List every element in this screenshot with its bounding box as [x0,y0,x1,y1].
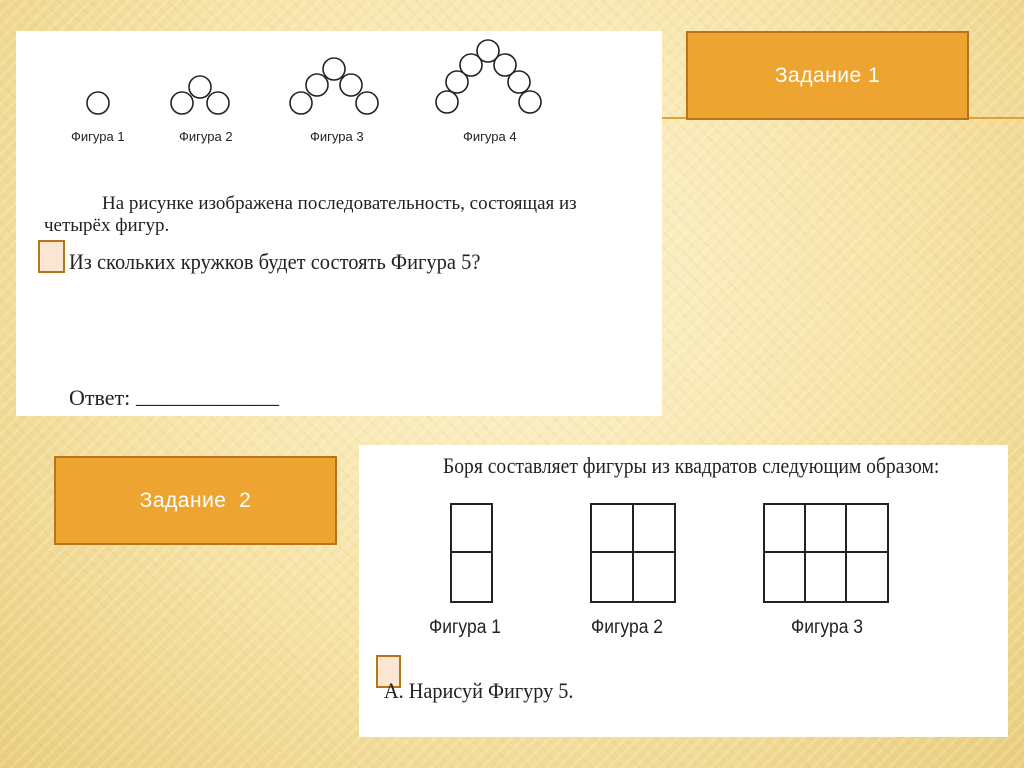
task2-panel [359,445,1008,737]
answer-label: Ответ: [69,385,131,410]
square-figure-label-2: Фигура 2 [591,617,664,638]
task1-description-line1: На рисунке изображена последовательность, состоящая из [102,193,577,214]
figure3-circle [356,92,378,114]
task1-description-line2: четырёх фигур. [44,215,170,236]
figure3-circle [340,74,362,96]
figure1-circle [87,92,109,114]
square-figure-label-1: Фигура 1 [429,617,502,638]
square-figure-label-3: Фигура 3 [791,617,864,638]
circle-figures [16,31,662,131]
figure3-circle [323,58,345,80]
figure4-circle [519,91,541,113]
figure2-circle [207,92,229,114]
task1-panel [16,31,662,416]
figure3-circle [306,74,328,96]
figure-label-4: Фигура 4 [463,129,517,144]
task1-checkbox[interactable] [38,240,65,273]
task1-question: Из скольких кружков будет состоять Фигура 5? [69,249,481,274]
task1-button-label: Задание 1 [774,63,881,87]
figure4-circle [508,71,530,93]
figure-label-3: Фигура 3 [310,129,364,144]
figure3-circle [290,92,312,114]
task2-button[interactable] [54,456,337,545]
answer-blank[interactable]: _____________ [136,383,279,408]
figure-label-1: Фигура 1 [71,129,125,144]
task2-instruction: А. Нарисуй Фигуру 5. [384,678,574,703]
task2-intro: Боря составляет фигуры из квадратов следующим образом: [443,453,940,478]
figure4-circle [436,91,458,113]
square-figures [359,445,1008,615]
task1-button[interactable] [686,31,969,120]
figure2-circle [171,92,193,114]
task2-button-label: Задание 2 [139,488,252,512]
figure-label-2: Фигура 2 [179,129,233,144]
figure2-circle [189,76,211,98]
